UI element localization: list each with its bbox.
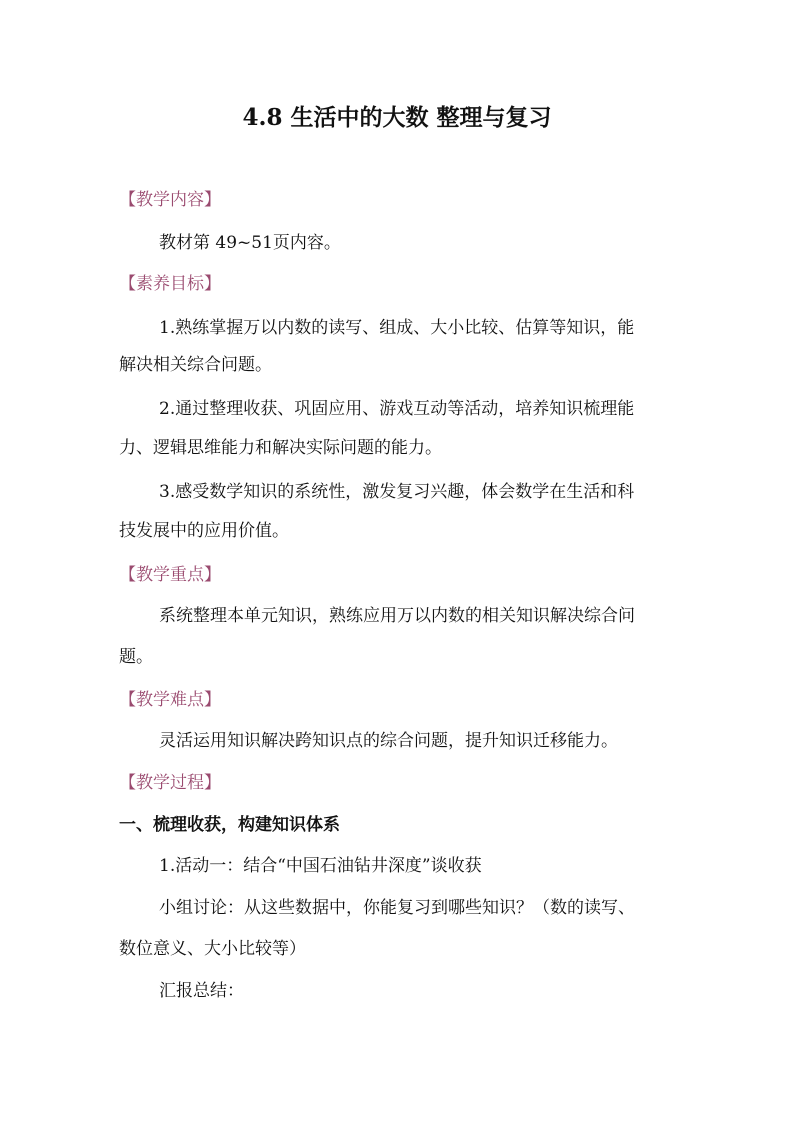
goal-1-line-2: 解决相关综合问题。	[119, 355, 272, 375]
keypoint-line-2: 题。	[119, 647, 153, 667]
section-heading-difficulty: 【教学难点】	[119, 690, 221, 710]
goal-2-line-2: 力、逻辑思维能力和解决实际问题的能力。	[119, 438, 442, 458]
section-heading-goals: 【素养目标】	[119, 274, 221, 294]
page-title: 4.8 生活中的大数 整理与复习	[242, 104, 552, 131]
discussion-line-1: 小组讨论：从这些数据中，你能复习到哪些知识？（数的读写、	[159, 898, 635, 918]
keypoint-line-1: 系统整理本单元知识，熟练应用万以内数的相关知识解决综合问	[159, 606, 635, 626]
section-heading-process: 【教学过程】	[119, 773, 221, 793]
difficulty-text: 灵活运用知识解决跨知识点的综合问题，提升知识迁移能力。	[159, 731, 618, 751]
content-text: 教材第 49~51页内容。	[159, 233, 341, 253]
goal-2-line-1: 2.通过整理收获、巩固应用、游戏互动等活动，培养知识梳理能	[159, 399, 635, 419]
goal-3-line-1: 3.感受数学知识的系统性，激发复习兴趣，体会数学在生活和科	[159, 482, 635, 502]
goal-3-line-2: 技发展中的应用价值。	[119, 521, 289, 541]
summary-label: 汇报总结：	[159, 981, 244, 1001]
discussion-line-2: 数位意义、大小比较等）	[119, 939, 306, 959]
activity-1: 1.活动一：结合“中国石油钻井深度”谈收获	[159, 856, 482, 876]
part-1-heading: 一、梳理收获，构建知识体系	[119, 815, 340, 835]
goal-1-line-1: 1.熟练掌握万以内数的读写、组成、大小比较、估算等知识，能	[159, 318, 635, 338]
section-heading-content: 【教学内容】	[119, 190, 221, 210]
section-heading-keypoint: 【教学重点】	[119, 565, 221, 585]
